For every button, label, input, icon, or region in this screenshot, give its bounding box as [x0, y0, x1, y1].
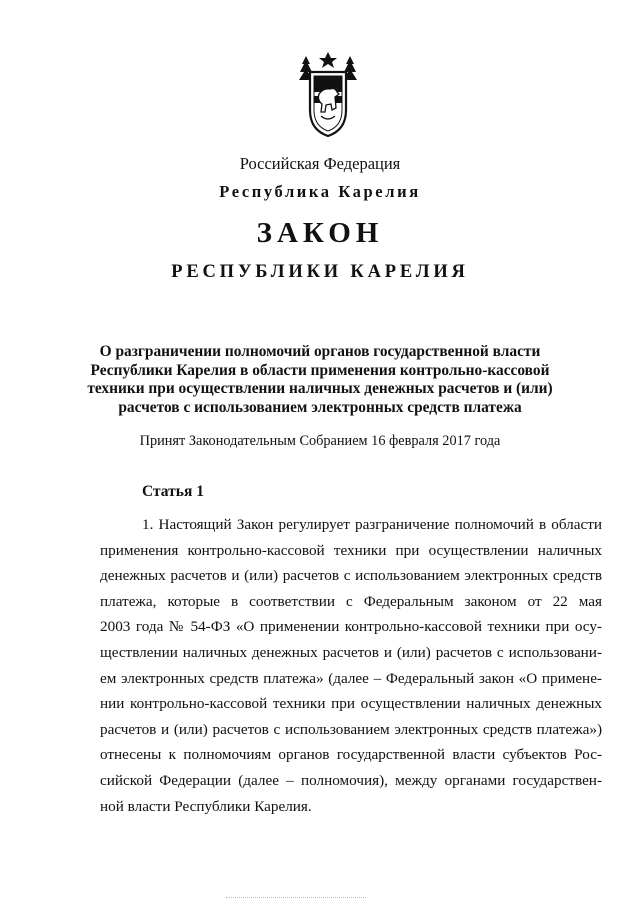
law-heading: ЗАКОН [256, 217, 384, 249]
law-subheading: РЕСПУБЛИКИ КАРЕЛИЯ [171, 262, 469, 282]
paragraph-line: расчетов и (или) расчетов с использованием электронных средств платежа») [100, 720, 602, 738]
paragraph-line: сийской Федерации (далее – полномочия), между органами государствен- [100, 771, 602, 789]
paragraph-line: ществлении наличных денежных расчетов и (или) расчетов с использовани- [100, 643, 602, 661]
paragraph-line: нии контрольно-кассовой техники при осуществлении наличных денежных [100, 695, 602, 713]
adoption-note: Принят Законодательным Собранием 16 февраля 2017 года [139, 433, 501, 449]
republic-name: Республика Карелия [219, 182, 421, 201]
paragraph-line: платежа, которые в соответствии с Федеральным законом от 22 мая [100, 592, 602, 610]
law-title [0, 343, 640, 417]
article-paragraph [100, 512, 602, 819]
law-title-line: О разграничении полномочий органов государственной власти [99, 343, 541, 360]
paragraph-line: отнесены к полномочиям органов государственной власти субъектов Рос- [100, 746, 602, 764]
paragraph-line: денежных расчетов и (или) расчетов с использованием электронных средств [100, 567, 602, 585]
article-heading: Статья 1 [142, 483, 204, 500]
paragraph-line: ем электронных средств платежа» (далее – Федеральный закон «О примене- [100, 669, 602, 687]
paragraph-line: 1. Настоящий Закон регулирует разграничение полномочий в области [142, 516, 602, 533]
page-edge-artifact [226, 897, 366, 900]
coat-of-arms-emblem [297, 50, 359, 138]
law-title-line: техники при осуществлении наличных денежных расчетов и (или) [87, 380, 553, 398]
paragraph-line: ной власти Республики Карелия. [100, 797, 312, 815]
country-name: Российская Федерация [239, 154, 401, 173]
law-title-line: расчетов с использованием электронных средств платежа [118, 398, 522, 416]
paragraph-line: 2003 года № 54-ФЗ «О применении контрольно-кассовой техники при осу- [100, 618, 602, 636]
law-title-line: Республики Карелия в области применения контрольно-кассовой [90, 361, 550, 379]
paragraph-line: применения контрольно-кассовой техники при осуществлении наличных [100, 541, 602, 559]
